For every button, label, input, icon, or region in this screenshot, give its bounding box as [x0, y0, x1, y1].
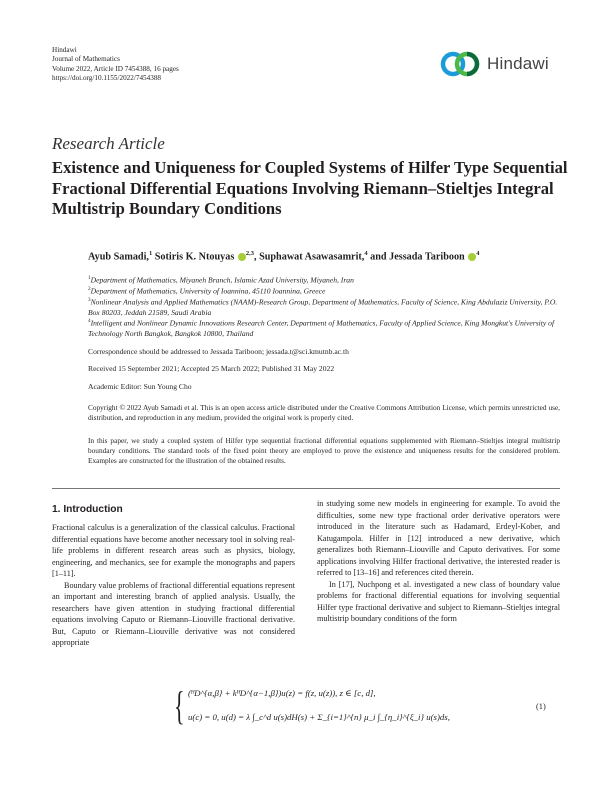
paragraph: In [17], Nuchpong et al. investigated a new class of boundary value problems for fractional differential equations for involving sequential Hilfer type fractional derivative and subject to Riemann–Stieltjes integral multistrip boundary conditions of the form	[317, 579, 560, 623]
author-name: Sotiris K. Ntouyas	[154, 251, 235, 263]
author-sup: 2,3	[245, 250, 254, 257]
equation-1	[174, 682, 574, 742]
section-divider	[52, 488, 560, 489]
correspondence: Correspondence should be addressed to Jessada Tariboon; jessada.t@sci.kmutnb.ac.th	[88, 347, 349, 356]
equation-number: (1)	[536, 702, 546, 711]
academic-editor: Academic Editor: Sun Young Cho	[88, 382, 192, 391]
left-column	[52, 522, 295, 649]
hindawi-logo	[440, 50, 558, 78]
publication-dates: Received 15 September 2021; Accepted 25 March 2022; Published 31 May 2022	[88, 364, 335, 373]
equation-line-2: u(c) = 0, u(d) = λ ∫_c^d u(s)dH(s) + Σ_{i=1}^{n} μ_i ∫_{η_i}^{ξ_i} u(s)ds,	[188, 712, 450, 722]
author-name: and Jessada Tariboon	[370, 251, 465, 263]
right-column	[317, 498, 560, 625]
author-sup: 1	[148, 250, 153, 257]
affiliation-sup: 2	[88, 286, 91, 292]
paragraph: in studying some new models in engineering for example. To avoid the difficulties, some new type fractional order derivative operators were introduced in the literature such as Hadamard, Erdeyl-Kober, and Katugampola. Hilfer in [12] introduced a new derivative, which generalizes both Riemann–Liouville and Caputo derivatives. For some applications involving Hilfer fractional derivative, the interested reader is referred to [13–16] and references cited therein.	[317, 499, 560, 577]
author-list	[88, 250, 578, 262]
paper-title: Existence and Uniqueness for Coupled Systems of Hilfer Type Sequential Fractional Differential Equations Involving Riemann–Stieltjes Integral Multistrip Boundary Conditions	[52, 158, 568, 218]
journal-info	[52, 46, 179, 84]
author-sup: 4	[364, 250, 368, 257]
affiliation-text: Department of Mathematics, Miyaneh Branch, Islamic Azad University, Miyaneh, Iran	[90, 275, 354, 285]
volume-line: Volume 2022, Article ID 7454388, 16 pages	[52, 64, 179, 73]
abstract: In this paper, we study a coupled system of Hilfer type sequential fractional differential equations supplemented with Riemann–Stieltjes integral multistrip boundary conditions. The standard tools of the fixed point theory are employed to prove the existence and uniqueness results for the considered problem. Examples are constructed for the illustration of the obtained results.	[88, 436, 560, 466]
publisher-name: Hindawi	[52, 46, 77, 54]
section-title: 1. Introduction	[52, 504, 123, 515]
equation-line-1: (ᴴD^{α,β} + kᴴD^{α−1,β})u(z) = f(z, u(z)), z ∈ [c, d],	[188, 688, 376, 698]
article-type: Research Article	[52, 134, 165, 153]
logo-text: Hindawi	[487, 54, 549, 73]
doi-link[interactable]: https://doi.org/10.1155/2022/7454388	[52, 74, 162, 83]
copyright-notice: Copyright © 2022 Ayub Samadi et al. This is an open access article distributed under the Creative Commons Attribution License, which permits unrestricted use, distribution, and reproduction in any medium, provided the original work is properly cited.	[88, 403, 560, 422]
affiliation-text: Intelligent and Nonlinear Dynamic Innovations Research Center, Department of Mathematics, Faculty of Applied Science, King Mongkut's University of Technology North Bangkok, Bangkok 10800, Thailand	[88, 318, 555, 338]
paragraph: Boundary value problems of fractional differential equations represent an important and interesting branch of applied analysis. Usually, the researchers have given attention in studying fractional differential equations involving Caputo or Riemann–Liouville fractional derivative. But, Caputo or Riemann–Liouville derivative was not considered appropriate	[52, 580, 295, 647]
affiliation-text: Nonlinear Analysis and Applied Mathematics (NAAM)-Research Group, Department of Mathematics, Faculty of Science, King Abdulaziz University, P.O. Box 80203, Jeddah 21589, Saudi Arabia	[88, 297, 558, 317]
affiliation-sup: 1	[88, 275, 91, 281]
orcid-icon[interactable]	[238, 253, 246, 261]
author-name: , Suphawat Asawasamrit,	[253, 251, 365, 263]
affiliation	[88, 295, 558, 318]
journal-name: Journal of Mathematics	[52, 55, 120, 64]
affiliation-sup: 4	[88, 318, 91, 324]
affiliation	[88, 316, 558, 339]
author-name: Ayub Samadi,	[88, 251, 149, 263]
paragraph: Fractional calculus is a generalization of the classical calculus. Fractional differential equations have become another necessary tool in solving real-life problems in different research areas such as physics, biology, engineering, and mechanics, see for example the monographs and papers [1–11].	[52, 523, 295, 578]
hindawi-logo-icon	[440, 51, 482, 77]
author-sup: 4	[476, 250, 480, 257]
equation-brace: {	[174, 683, 185, 728]
affiliation-text: Department of Mathematics, University of Ioannina, 45110 Ioannina, Greece	[90, 286, 326, 296]
affiliation-sup: 3	[88, 297, 91, 303]
